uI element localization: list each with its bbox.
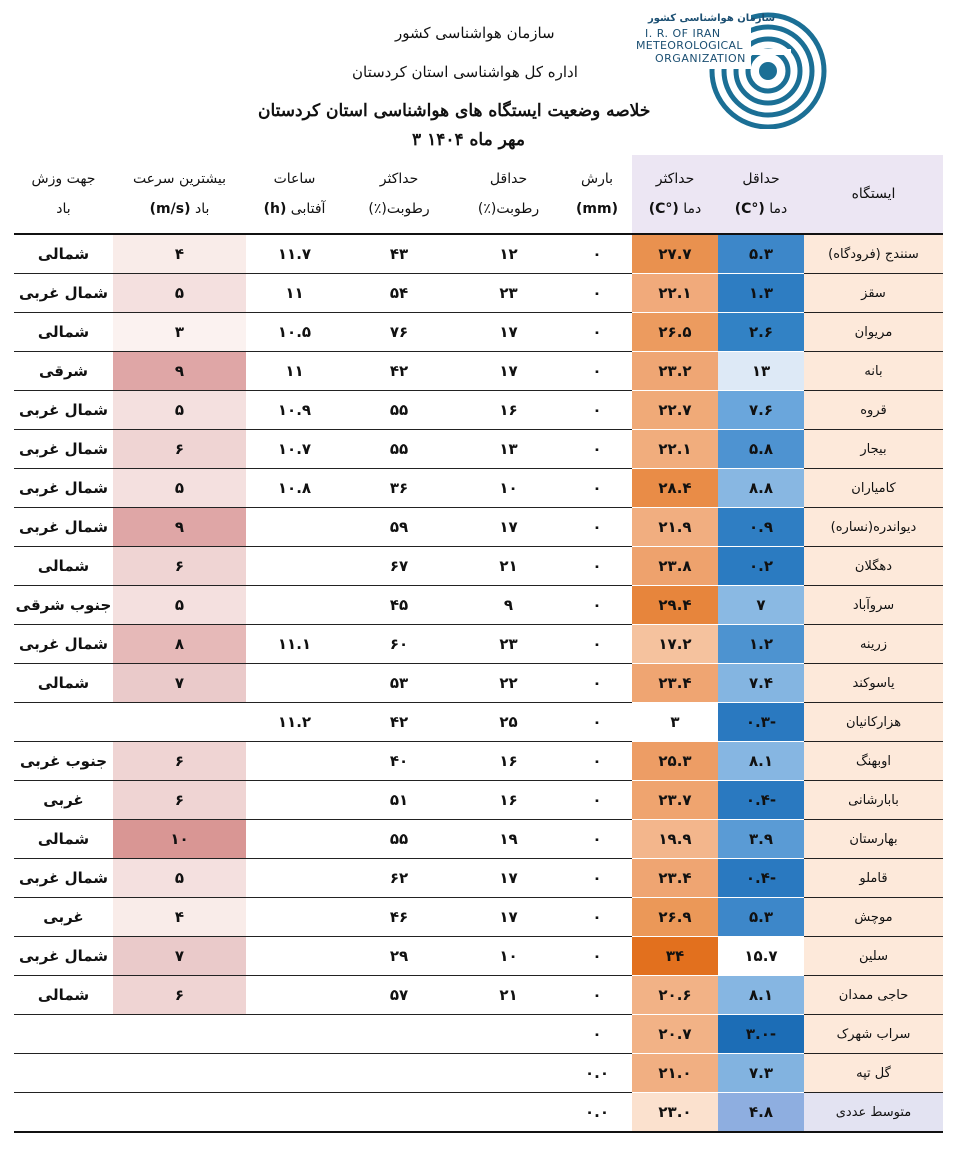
col-wind-direction: جهت وزش باد <box>14 155 113 234</box>
rain-cell: ۰ <box>562 352 632 391</box>
max-temp-cell: ۳ <box>632 703 718 742</box>
wind-direction-cell <box>14 1015 113 1054</box>
max-humidity-cell: ۵۵ <box>343 430 455 469</box>
max-temp-cell: ۱۹.۹ <box>632 820 718 859</box>
station-name: زرینه <box>804 625 943 664</box>
rain-cell: ۰ <box>562 937 632 976</box>
sunshine-cell <box>246 937 343 976</box>
average-row <box>14 1093 943 1133</box>
table-row <box>14 976 943 1015</box>
max-temp-cell: ۲۳.۸ <box>632 547 718 586</box>
max-humidity-cell: ۶۰ <box>343 625 455 664</box>
wind-direction-cell: جنوب غربی <box>14 742 113 781</box>
min-humidity-cell: ۱۳ <box>455 430 562 469</box>
col-rain: بارش (mm) <box>562 155 632 234</box>
min-temp-cell: ۵.۳ <box>718 234 804 274</box>
rain-cell: ۰.۰ <box>562 1054 632 1093</box>
max-temp-cell: ۳۴ <box>632 937 718 976</box>
min-humidity-cell <box>455 1015 562 1054</box>
max-humidity-cell: ۵۱ <box>343 781 455 820</box>
min-temp-cell: ۱.۳ <box>718 274 804 313</box>
wind-speed-cell: ۹ <box>113 508 246 547</box>
max-temp-cell: ۲۳.۲ <box>632 352 718 391</box>
station-name: موچش <box>804 898 943 937</box>
max-temp-cell: ۲۰.۷ <box>632 1015 718 1054</box>
wind-direction-cell: شمال غربی <box>14 430 113 469</box>
sunshine-cell: ۱۱ <box>246 352 343 391</box>
max-temp-cell: ۲۸.۴ <box>632 469 718 508</box>
sunshine-cell <box>246 898 343 937</box>
wind-speed-cell: ۴ <box>113 898 246 937</box>
min-temp-cell: -۰.۳ <box>718 703 804 742</box>
sunshine-cell <box>246 1093 343 1133</box>
wind-direction-cell <box>14 1054 113 1093</box>
table-row <box>14 1054 943 1093</box>
wind-speed-cell: ۸ <box>113 625 246 664</box>
sunshine-cell <box>246 547 343 586</box>
min-temp-cell: ۳.۹ <box>718 820 804 859</box>
wind-speed-cell: ۴ <box>113 234 246 274</box>
station-name: سراب شهرک <box>804 1015 943 1054</box>
max-temp-cell: ۲۹.۴ <box>632 586 718 625</box>
wind-speed-cell: ۵ <box>113 274 246 313</box>
table-row <box>14 742 943 781</box>
rain-cell: ۰ <box>562 742 632 781</box>
rain-cell: ۰ <box>562 703 632 742</box>
report-header <box>0 0 963 160</box>
min-humidity-cell: ۱۲ <box>455 234 562 274</box>
max-temp-cell: ۲۱.۹ <box>632 508 718 547</box>
wind-speed-cell: ۵ <box>113 859 246 898</box>
table-row <box>14 508 943 547</box>
wind-speed-cell: ۱۰ <box>113 820 246 859</box>
station-name: سلین <box>804 937 943 976</box>
table-row <box>14 625 943 664</box>
col-sunshine: ساعات آفتابی (h) <box>246 155 343 234</box>
station-name: اوبهنگ <box>804 742 943 781</box>
table-row <box>14 859 943 898</box>
logo-text-organization: ORGANIZATION <box>655 52 746 65</box>
min-temp-cell: ۱۳ <box>718 352 804 391</box>
rain-cell: ۰ <box>562 820 632 859</box>
max-humidity-cell: ۴۵ <box>343 586 455 625</box>
rain-cell: ۰ <box>562 313 632 352</box>
rain-cell: ۰ <box>562 547 632 586</box>
wind-direction-cell: شمال غربی <box>14 859 113 898</box>
col-min-humidity: حداقل رطوبت(٪) <box>455 155 562 234</box>
max-humidity-cell: ۴۲ <box>343 703 455 742</box>
station-name: قاملو <box>804 859 943 898</box>
min-temp-cell: -۰.۴ <box>718 859 804 898</box>
max-humidity-cell: ۷۶ <box>343 313 455 352</box>
table-row <box>14 234 943 274</box>
min-humidity-cell: ۲۱ <box>455 976 562 1015</box>
max-temp-cell: ۲۳.۴ <box>632 664 718 703</box>
station-name: دیواندره(نساره) <box>804 508 943 547</box>
table-row <box>14 586 943 625</box>
min-humidity-cell: ۱۷ <box>455 859 562 898</box>
organization-name: سازمان هواشناسی کشور <box>395 24 555 42</box>
logo-text-meteorological: METEOROLOGICAL <box>636 39 743 52</box>
wind-speed-cell: ۶ <box>113 742 246 781</box>
max-humidity-cell: ۳۶ <box>343 469 455 508</box>
min-temp-cell: ۸.۱ <box>718 976 804 1015</box>
report-title: خلاصه وضعیت ایستگاه های هواشناسی استان کردستان <box>258 101 651 121</box>
max-temp-cell: ۲۶.۹ <box>632 898 718 937</box>
sunshine-cell <box>246 508 343 547</box>
table-row <box>14 937 943 976</box>
table-row <box>14 352 943 391</box>
min-temp-cell: ۵.۳ <box>718 898 804 937</box>
min-humidity-cell: ۱۹ <box>455 820 562 859</box>
table-row <box>14 1015 943 1054</box>
rain-cell: ۰ <box>562 508 632 547</box>
rain-cell: ۰ <box>562 430 632 469</box>
wind-speed-cell: ۵ <box>113 586 246 625</box>
wind-direction-cell: غربی <box>14 898 113 937</box>
station-name: هزارکانیان <box>804 703 943 742</box>
wind-direction-cell: شرقی <box>14 352 113 391</box>
wind-direction-cell: شمالی <box>14 820 113 859</box>
sunshine-cell: ۱۱ <box>246 274 343 313</box>
min-humidity-cell: ۱۶ <box>455 391 562 430</box>
rain-cell: ۰ <box>562 234 632 274</box>
sunshine-cell <box>246 820 343 859</box>
min-humidity-cell: ۱۷ <box>455 898 562 937</box>
sunshine-cell <box>246 1054 343 1093</box>
wind-speed-cell: ۷ <box>113 664 246 703</box>
min-temp-cell: ۸.۱ <box>718 742 804 781</box>
max-temp-cell: ۲۳.۴ <box>632 859 718 898</box>
sunshine-cell <box>246 859 343 898</box>
min-humidity-cell: ۱۷ <box>455 508 562 547</box>
min-temp-cell: ۷.۴ <box>718 664 804 703</box>
wind-direction-cell: شمالی <box>14 976 113 1015</box>
sunshine-cell: ۱۱.۲ <box>246 703 343 742</box>
station-name: قروه <box>804 391 943 430</box>
station-name: حاجی ممدان <box>804 976 943 1015</box>
max-humidity-cell: ۵۵ <box>343 391 455 430</box>
min-humidity-cell <box>455 1054 562 1093</box>
sunshine-cell: ۱۰.۵ <box>246 313 343 352</box>
sunshine-cell: ۱۱.۷ <box>246 234 343 274</box>
wind-speed-cell: ۳ <box>113 313 246 352</box>
min-humidity-cell: ۲۱ <box>455 547 562 586</box>
max-humidity-cell: ۵۷ <box>343 976 455 1015</box>
rain-cell: ۰.۰ <box>562 1093 632 1133</box>
wind-direction-cell: شمال غربی <box>14 274 113 313</box>
min-humidity-cell: ۲۳ <box>455 625 562 664</box>
max-temp-cell: ۲۵.۳ <box>632 742 718 781</box>
station-name: بهارستان <box>804 820 943 859</box>
max-humidity-cell: ۵۴ <box>343 274 455 313</box>
max-humidity-cell: ۵۵ <box>343 820 455 859</box>
max-humidity-cell: ۴۳ <box>343 234 455 274</box>
min-temp-cell: ۰.۹ <box>718 508 804 547</box>
sunshine-cell: ۱۰.۷ <box>246 430 343 469</box>
max-temp-cell: ۲۶.۵ <box>632 313 718 352</box>
table-row <box>14 430 943 469</box>
station-name: سنندج (فرودگاه) <box>804 234 943 274</box>
wind-direction-cell: شمالی <box>14 234 113 274</box>
min-temp-cell: ۷.۳ <box>718 1054 804 1093</box>
min-temp-cell: ۴.۸ <box>718 1093 804 1133</box>
wind-speed-cell: ۶ <box>113 430 246 469</box>
station-name: متوسط عددی <box>804 1093 943 1133</box>
table-row <box>14 820 943 859</box>
sunshine-cell <box>246 1015 343 1054</box>
max-temp-cell: ۲۳.۰ <box>632 1093 718 1133</box>
wind-direction-cell: شمال غربی <box>14 625 113 664</box>
station-name: کامیاران <box>804 469 943 508</box>
station-name: بیجار <box>804 430 943 469</box>
max-humidity-cell: ۶۲ <box>343 859 455 898</box>
rain-cell: ۰ <box>562 1015 632 1054</box>
rain-cell: ۰ <box>562 586 632 625</box>
wind-speed-cell: ۶ <box>113 781 246 820</box>
wind-direction-cell <box>14 1093 113 1133</box>
wind-speed-cell <box>113 1054 246 1093</box>
max-humidity-cell <box>343 1015 455 1054</box>
col-wind-speed: بیشترین سرعت باد (m/s) <box>113 155 246 234</box>
min-humidity-cell <box>455 1093 562 1133</box>
min-temp-cell: ۲.۶ <box>718 313 804 352</box>
table-row <box>14 703 943 742</box>
min-temp-cell: -۰.۴ <box>718 781 804 820</box>
sunshine-cell <box>246 742 343 781</box>
sunshine-cell <box>246 976 343 1015</box>
min-temp-cell: -۳.۰ <box>718 1015 804 1054</box>
max-humidity-cell: ۵۹ <box>343 508 455 547</box>
min-temp-cell: ۷ <box>718 586 804 625</box>
wind-speed-cell: ۶ <box>113 976 246 1015</box>
min-humidity-cell: ۹ <box>455 586 562 625</box>
station-name: گل تپه <box>804 1054 943 1093</box>
station-name: بانه <box>804 352 943 391</box>
max-humidity-cell <box>343 1093 455 1133</box>
min-humidity-cell: ۱۶ <box>455 781 562 820</box>
rain-cell: ۰ <box>562 898 632 937</box>
col-station: ایستگاه <box>804 155 943 234</box>
rain-cell: ۰ <box>562 625 632 664</box>
min-humidity-cell: ۱۰ <box>455 469 562 508</box>
min-humidity-cell: ۱۷ <box>455 313 562 352</box>
max-temp-cell: ۱۷.۲ <box>632 625 718 664</box>
table-row <box>14 664 943 703</box>
max-humidity-cell: ۴۰ <box>343 742 455 781</box>
min-humidity-cell: ۲۵ <box>455 703 562 742</box>
wind-direction-cell: جنوب شرقی <box>14 586 113 625</box>
wind-direction-cell: شمال غربی <box>14 508 113 547</box>
col-max-humidity: حداکثر رطوبت(٪) <box>343 155 455 234</box>
table-row <box>14 898 943 937</box>
rain-cell: ۰ <box>562 664 632 703</box>
sunshine-cell <box>246 586 343 625</box>
table-row <box>14 313 943 352</box>
max-temp-cell: ۲۷.۷ <box>632 234 718 274</box>
sunshine-cell <box>246 664 343 703</box>
col-min-temp: حداقل دما (°C) <box>718 155 804 234</box>
min-temp-cell: ۵.۸ <box>718 430 804 469</box>
logo-text-country: I. R. OF IRAN <box>645 27 721 40</box>
min-temp-cell: ۸.۸ <box>718 469 804 508</box>
rain-cell: ۰ <box>562 976 632 1015</box>
table-row <box>14 274 943 313</box>
max-temp-cell: ۲۲.۷ <box>632 391 718 430</box>
min-temp-cell: ۷.۶ <box>718 391 804 430</box>
rain-cell: ۰ <box>562 469 632 508</box>
logo-text-persian: سازمان هواشناسی کشور <box>648 13 776 24</box>
min-humidity-cell: ۱۷ <box>455 352 562 391</box>
wind-speed-cell <box>113 703 246 742</box>
rain-cell: ۰ <box>562 859 632 898</box>
col-max-temp: حداکثر دما (°C) <box>632 155 718 234</box>
max-temp-cell: ۲۲.۱ <box>632 430 718 469</box>
max-temp-cell: ۲۲.۱ <box>632 274 718 313</box>
wind-speed-cell <box>113 1015 246 1054</box>
rain-cell: ۰ <box>562 781 632 820</box>
max-humidity-cell: ۲۹ <box>343 937 455 976</box>
table-row <box>14 469 943 508</box>
table-header-row <box>14 155 943 234</box>
sunshine-cell <box>246 781 343 820</box>
max-humidity-cell <box>343 1054 455 1093</box>
wind-speed-cell: ۹ <box>113 352 246 391</box>
wind-direction-cell: شمالی <box>14 547 113 586</box>
rain-cell: ۰ <box>562 274 632 313</box>
sunshine-cell: ۱۰.۹ <box>246 391 343 430</box>
report-date: ۳ مهر ماه ۱۴۰۴ <box>412 130 525 150</box>
station-name: سقز <box>804 274 943 313</box>
wind-direction-cell <box>14 703 113 742</box>
min-humidity-cell: ۲۲ <box>455 664 562 703</box>
min-temp-cell: ۱.۲ <box>718 625 804 664</box>
wind-speed-cell <box>113 1093 246 1133</box>
max-humidity-cell: ۴۲ <box>343 352 455 391</box>
station-name: دهگلان <box>804 547 943 586</box>
sunshine-cell: ۱۰.۸ <box>246 469 343 508</box>
wind-speed-cell: ۶ <box>113 547 246 586</box>
max-temp-cell: ۲۱.۰ <box>632 1054 718 1093</box>
max-humidity-cell: ۶۷ <box>343 547 455 586</box>
weather-stations-table <box>14 155 943 1133</box>
rain-cell: ۰ <box>562 391 632 430</box>
wind-speed-cell: ۵ <box>113 391 246 430</box>
max-humidity-cell: ۴۶ <box>343 898 455 937</box>
station-name: یاسوکند <box>804 664 943 703</box>
station-name: بابارشانی <box>804 781 943 820</box>
department-name: اداره کل هواشناسی استان کردستان <box>352 63 578 81</box>
sunshine-cell: ۱۱.۱ <box>246 625 343 664</box>
wind-direction-cell: شمال غربی <box>14 937 113 976</box>
wind-direction-cell: شمالی <box>14 664 113 703</box>
station-name: سروآباد <box>804 586 943 625</box>
wind-direction-cell: شمال غربی <box>14 469 113 508</box>
wind-direction-cell: غربی <box>14 781 113 820</box>
wind-direction-cell: شمال غربی <box>14 391 113 430</box>
max-temp-cell: ۲۳.۷ <box>632 781 718 820</box>
table-row <box>14 391 943 430</box>
station-name: مریوان <box>804 313 943 352</box>
min-temp-cell: ۱۵.۷ <box>718 937 804 976</box>
wind-direction-cell: شمالی <box>14 313 113 352</box>
table-row <box>14 781 943 820</box>
min-temp-cell: ۰.۲ <box>718 547 804 586</box>
wind-speed-cell: ۷ <box>113 937 246 976</box>
wind-speed-cell: ۵ <box>113 469 246 508</box>
min-humidity-cell: ۱۶ <box>455 742 562 781</box>
table-row <box>14 547 943 586</box>
min-humidity-cell: ۱۰ <box>455 937 562 976</box>
max-temp-cell: ۲۰.۶ <box>632 976 718 1015</box>
max-humidity-cell: ۵۳ <box>343 664 455 703</box>
min-humidity-cell: ۲۳ <box>455 274 562 313</box>
